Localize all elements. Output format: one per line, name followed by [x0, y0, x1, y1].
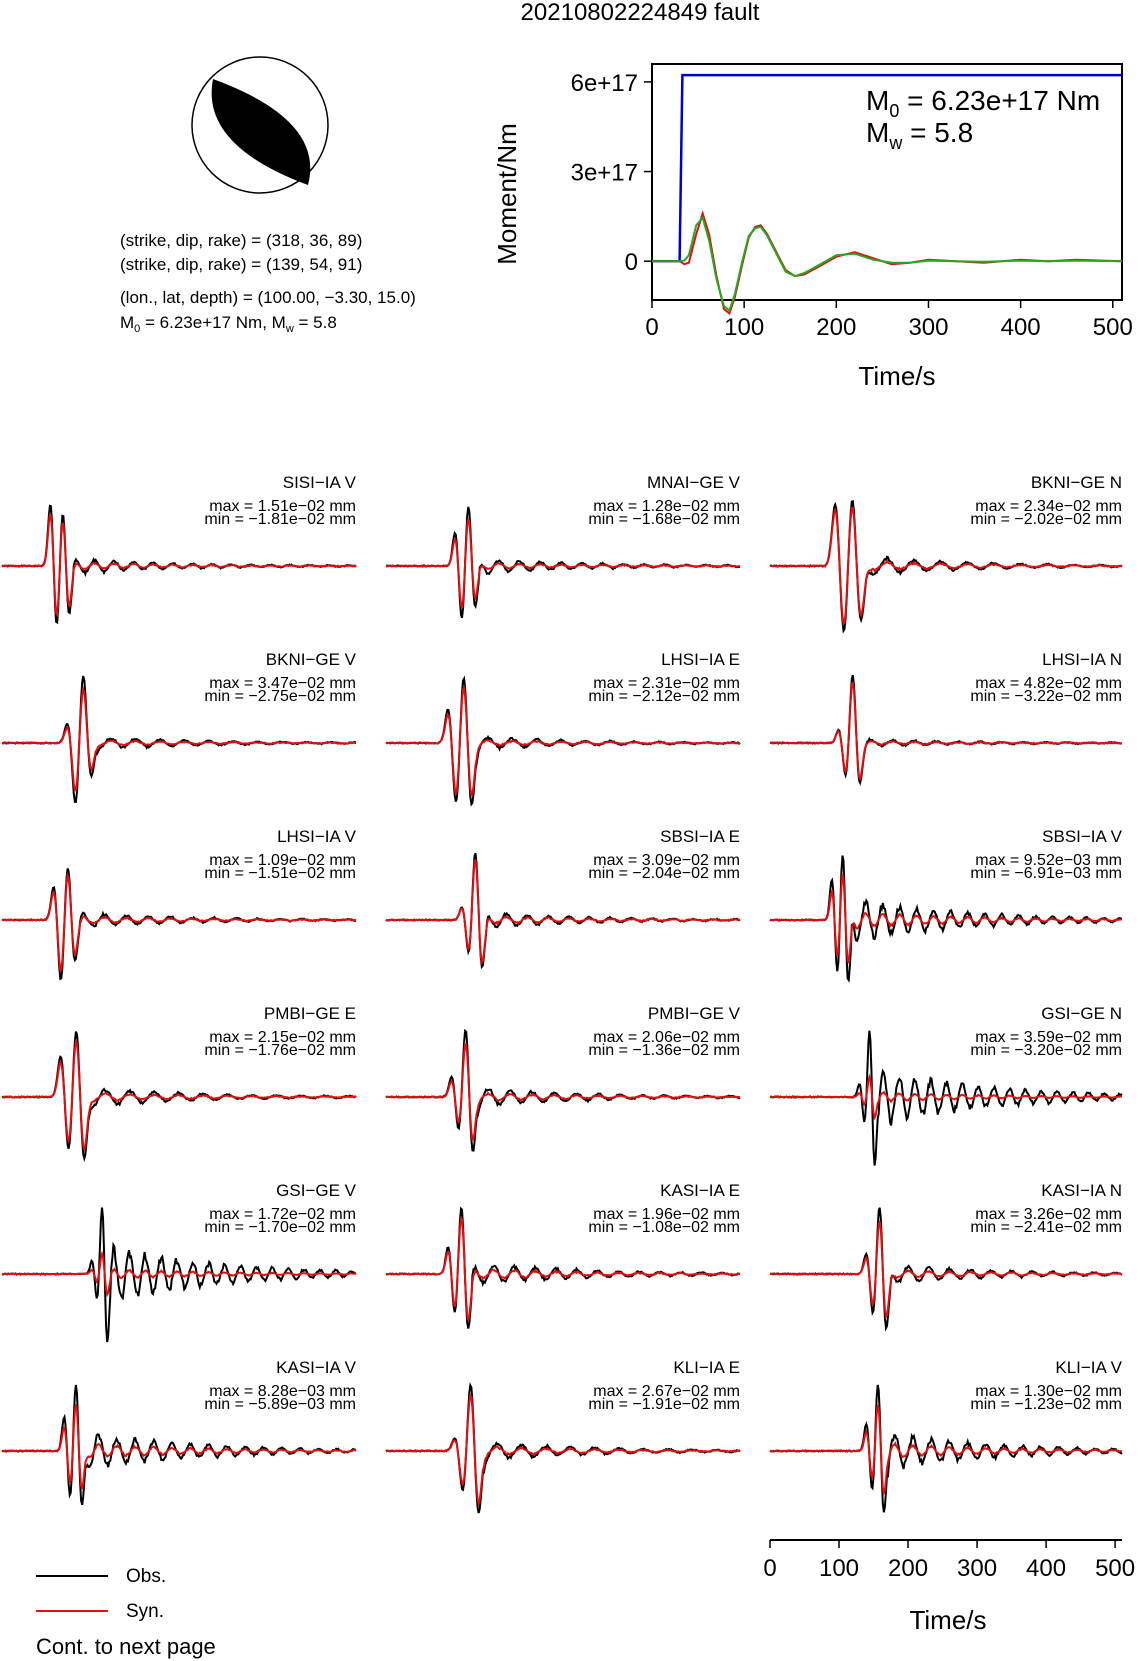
moment-xtick-label: 300	[908, 314, 949, 341]
waveform-panel	[770, 1181, 1122, 1328]
legend-obs-label: Obs.	[126, 1566, 167, 1587]
moment-annotation-mw: $M_w = 5.8$	[866, 117, 974, 153]
waveform-station-label: KLI−IA V	[1055, 1358, 1122, 1377]
waveform-station-label: PMBI−GE E	[263, 1004, 356, 1023]
waveform-max-label: max = 1.09e−02 mm	[209, 852, 356, 869]
waveform-panel	[770, 1358, 1123, 1512]
waveform-max-label: max = 3.59e−02 mm	[975, 1029, 1122, 1046]
waveform-panel	[386, 1181, 740, 1329]
waveform-station-label: KLI−IA E	[673, 1358, 740, 1377]
waveform-max-label: max = 2.15e−02 mm	[209, 1029, 356, 1046]
moment-annotation-m0: $M_0 = 6.23e+17$ Nm	[866, 85, 1101, 121]
waveform-min-label: min = −1.36e−02 mm	[588, 1042, 740, 1059]
waveform-max-label: max = 1.96e−02 mm	[593, 1206, 740, 1223]
waveform-min-label: min = −1.76e−02 mm	[204, 1042, 356, 1059]
waveform-min-label: min = −2.41e−02 mm	[970, 1219, 1122, 1236]
waveform-panel	[770, 827, 1123, 980]
waveform-max-label: max = 3.26e−02 mm	[975, 1206, 1122, 1223]
waveform-station-label: SBSI−IA V	[1042, 827, 1122, 846]
waveform-min-label: min = −2.04e−02 mm	[588, 865, 740, 882]
waveform-syn-line	[2, 1254, 356, 1295]
waveform-station-label: MNAI−GE V	[646, 473, 740, 492]
waveform-max-label: max = 2.06e−02 mm	[593, 1029, 740, 1046]
waveform-max-label: max = 8.28e−03 mm	[209, 1383, 356, 1400]
beachball	[192, 57, 328, 193]
legend-syn-label: Syn.	[126, 1601, 165, 1622]
waveform-panel	[2, 473, 357, 623]
mechanism-info	[120, 231, 416, 335]
waveform-max-label: max = 1.72e−02 mm	[209, 1206, 356, 1223]
waveform-panel	[386, 650, 740, 804]
continuation-note: Cont. to next page	[36, 1634, 216, 1659]
moment-magnitude: $M_0 = 6.23e+17$ Nm, $M_w = 5.8$	[120, 313, 337, 335]
waveform-max-label: max = 2.31e−02 mm	[593, 675, 740, 692]
waveform-station-label: BKNI−GE N	[1030, 473, 1122, 492]
waveform-station-label: LHSI−IA V	[277, 827, 356, 846]
legend	[36, 1566, 166, 1622]
waveform-min-label: min = −2.12e−02 mm	[588, 688, 740, 705]
waveform-max-label: max = 1.30e−02 mm	[975, 1383, 1122, 1400]
waveform-panel	[386, 1004, 741, 1151]
moment-xtick-label: 500	[1092, 314, 1133, 341]
waveform-syn-line	[2, 515, 356, 615]
moment-xtick-label: 200	[816, 314, 857, 341]
moment-rate-chart	[492, 64, 1133, 391]
nodal-plane-1: (strike, dip, rake) = (318, 36, 89)	[120, 231, 363, 250]
waveform-panel	[770, 1004, 1122, 1166]
moment-ytick-label: 6e+17	[570, 69, 638, 97]
waveform-syn-line	[2, 1404, 356, 1489]
waveform-max-label: max = 9.52e−03 mm	[975, 852, 1122, 869]
waveform-panel	[2, 1358, 357, 1505]
waveform-station-label: BKNI−GE V	[265, 650, 356, 669]
nodal-plane-2: (strike, dip, rake) = (139, 54, 91)	[120, 255, 363, 274]
waveform-max-label: max = 3.47e−02 mm	[209, 675, 356, 692]
waveform-obs-line	[2, 869, 356, 979]
waveform-time-axis	[763, 1540, 1135, 1635]
waveform-panel	[2, 1181, 357, 1342]
waveform-min-label: min = −1.68e−02 mm	[588, 511, 740, 528]
waveform-min-label: min = −1.81e−02 mm	[204, 511, 356, 528]
waveform-min-label: min = −2.02e−02 mm	[970, 511, 1122, 528]
waveform-min-label: min = −2.75e−02 mm	[204, 688, 356, 705]
waveform-max-label: max = 3.09e−02 mm	[593, 852, 740, 869]
waveform-station-label: KASI−IA E	[660, 1181, 740, 1200]
moment-xlabel: Time/s	[858, 361, 936, 391]
waveform-station-label: LHSI−IA E	[661, 650, 740, 669]
time-axis-tick-label: 200	[888, 1555, 929, 1582]
waveform-min-label: min = −1.23e−02 mm	[970, 1396, 1122, 1413]
time-axis-tick-label: 0	[763, 1555, 777, 1582]
time-axis-label: Time/s	[909, 1605, 987, 1635]
waveform-panel	[770, 473, 1122, 631]
waveform-syn-line	[770, 1405, 1122, 1494]
moment-ytick-label: 0	[624, 249, 638, 277]
waveform-panel	[386, 827, 740, 967]
figure-title: 20210802224849 fault	[520, 0, 760, 26]
waveform-min-label: min = −1.70e−02 mm	[204, 1219, 356, 1236]
waveform-station-label: LHSI−IA N	[1042, 650, 1122, 669]
waveform-min-label: min = −1.08e−02 mm	[588, 1219, 740, 1236]
waveform-panel	[2, 827, 357, 979]
waveform-max-label: max = 4.82e−02 mm	[975, 675, 1122, 692]
moment-xtick-label: 400	[1000, 314, 1041, 341]
hypocenter-location: (lon., lat, depth) = (100.00, −3.30, 15.0)	[120, 288, 416, 307]
waveform-panel	[2, 650, 357, 802]
moment-xtick-label: 100	[724, 314, 765, 341]
waveform-min-label: min = −1.91e−02 mm	[588, 1396, 740, 1413]
waveform-min-label: min = −3.20e−02 mm	[970, 1042, 1122, 1059]
time-axis-tick-label: 500	[1095, 1555, 1136, 1582]
time-axis-tick-label: 400	[1026, 1555, 1067, 1582]
waveform-max-label: max = 1.28e−02 mm	[593, 498, 740, 515]
time-axis-tick-label: 300	[957, 1555, 998, 1582]
waveform-station-label: GSI−GE N	[1041, 1004, 1122, 1023]
waveform-panel	[2, 1004, 356, 1158]
moment-ylabel: Moment/Nm	[492, 123, 522, 265]
waveform-grid	[2, 473, 1123, 1513]
waveform-station-label: SBSI−IA E	[660, 827, 740, 846]
waveform-min-label: min = −6.91e−03 mm	[970, 865, 1122, 882]
waveform-max-label: max = 2.67e−02 mm	[593, 1383, 740, 1400]
moment-series-2	[652, 218, 1122, 311]
moment-ytick-label: 3e+17	[570, 159, 638, 187]
waveform-panel	[386, 473, 741, 618]
waveform-station-label: KASI−IA N	[1041, 1181, 1122, 1200]
waveform-min-label: min = −3.22e−02 mm	[970, 688, 1122, 705]
waveform-station-label: PMBI−GE V	[647, 1004, 740, 1023]
waveform-station-label: SISI−IA V	[282, 473, 356, 492]
waveform-station-label: KASI−IA V	[276, 1358, 356, 1377]
time-axis-tick-label: 100	[818, 1555, 860, 1582]
waveform-min-label: min = −1.51e−02 mm	[204, 865, 356, 882]
waveform-max-label: max = 1.51e−02 mm	[209, 498, 356, 515]
waveform-min-label: min = −5.89e−03 mm	[204, 1396, 356, 1413]
waveform-panel	[386, 1358, 740, 1513]
waveform-panel	[770, 650, 1122, 783]
waveform-station-label: GSI−GE V	[276, 1181, 356, 1200]
moment-xtick-label: 0	[645, 314, 659, 341]
waveform-max-label: max = 2.34e−02 mm	[975, 498, 1122, 515]
